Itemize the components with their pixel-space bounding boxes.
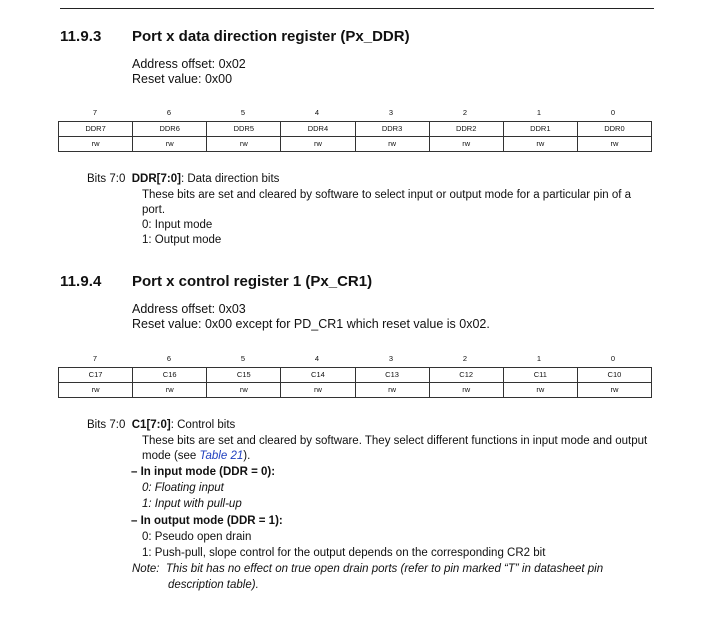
description-line: These bits are set and cleared by software to select input or output mode for a particular pin of a	[142, 189, 632, 201]
access-cell: rw	[281, 383, 355, 398]
access-cell: rw	[59, 137, 133, 152]
bit-number-row	[58, 108, 652, 120]
access-cell: rw	[207, 383, 281, 398]
bits-title: : Control bits	[170, 419, 236, 431]
bit-number: 3	[388, 354, 394, 363]
table-21-link[interactable]: Table 21	[199, 450, 244, 462]
note-continuation: description table).	[168, 579, 259, 591]
access-cell: rw	[503, 383, 577, 398]
bit-number: 7	[92, 108, 98, 117]
field-row	[59, 368, 652, 383]
output-mode-option: 1: Push-pull, slope control for the output depends on the corresponding CR2 bit	[142, 547, 546, 559]
bit-number: 2	[462, 354, 468, 363]
bits-name: DDR[7:0]	[131, 173, 181, 185]
access-cell: rw	[355, 383, 429, 398]
line-text: ).	[243, 450, 251, 462]
reset-value: Reset value: 0x00	[132, 72, 233, 86]
line-text: mode (see	[142, 450, 200, 462]
description-line	[142, 449, 250, 465]
output-mode-heading: – In output mode (DDR = 1):	[131, 515, 283, 527]
access-cell: rw	[429, 383, 503, 398]
bit-number: 5	[240, 108, 246, 117]
access-row	[59, 383, 652, 398]
access-cell: rw	[133, 383, 207, 398]
access-cell: rw	[207, 137, 281, 152]
section-number: 11.9.3	[60, 28, 102, 45]
field-cell: DDR0	[577, 122, 651, 137]
register-table-cr1	[58, 367, 652, 398]
bits-label: Bits 7:0	[87, 419, 126, 431]
note-text: This bit has no effect on true open drain ports (refer to pin marked “T” in datasheet pin	[165, 563, 604, 575]
bits-label: Bits 7:0	[87, 173, 126, 185]
access-cell: rw	[281, 137, 355, 152]
bit-number: 7	[92, 354, 98, 363]
address-offset: Address offset: 0x03	[132, 302, 246, 316]
bits-description-header	[87, 418, 235, 434]
section-title: Port x control register 1 (Px_CR1)	[132, 273, 373, 290]
field-cell: DDR4	[281, 122, 355, 137]
input-mode-heading: – In input mode (DDR = 0):	[131, 466, 276, 478]
access-cell: rw	[429, 137, 503, 152]
field-cell: C16	[133, 368, 207, 383]
bit-number-row	[58, 354, 652, 366]
bit-number: 2	[462, 108, 468, 117]
bit-number: 1	[536, 108, 542, 117]
access-cell: rw	[503, 137, 577, 152]
field-cell: C15	[207, 368, 281, 383]
reset-value: Reset value: 0x00 except for PD_CR1 which reset value is 0x02.	[132, 317, 490, 331]
input-mode-option: 0: Floating input	[142, 482, 224, 494]
bits-name: C1[7:0]	[131, 419, 171, 431]
field-cell: C10	[577, 368, 651, 383]
field-cell: DDR7	[59, 122, 133, 137]
bit-number: 6	[166, 108, 172, 117]
field-cell: DDR1	[503, 122, 577, 137]
field-cell: C12	[429, 368, 503, 383]
description-line: port.	[142, 204, 166, 216]
note	[132, 562, 603, 578]
access-cell: rw	[577, 137, 651, 152]
field-cell: DDR6	[133, 122, 207, 137]
bit-number: 4	[314, 354, 320, 363]
bit-number: 1	[536, 354, 542, 363]
address-offset: Address offset: 0x02	[132, 57, 246, 71]
field-cell: C13	[355, 368, 429, 383]
field-cell: C11	[503, 368, 577, 383]
bits-description-header	[87, 172, 279, 188]
register-table-ddr	[58, 121, 652, 152]
field-cell: DDR3	[355, 122, 429, 137]
access-row	[59, 137, 652, 152]
bit-number: 5	[240, 354, 246, 363]
bit-number: 4	[314, 108, 320, 117]
section-title: Port x data direction register (Px_DDR)	[132, 28, 410, 45]
field-cell: C14	[281, 368, 355, 383]
bit-number: 3	[388, 108, 394, 117]
bits-title: : Data direction bits	[180, 173, 280, 185]
access-cell: rw	[133, 137, 207, 152]
access-cell: rw	[59, 383, 133, 398]
field-row	[59, 122, 652, 137]
output-mode-option: 0: Pseudo open drain	[142, 531, 252, 543]
field-cell: DDR2	[429, 122, 503, 137]
access-cell: rw	[577, 383, 651, 398]
note-label: Note:	[132, 563, 160, 575]
bit-number: 0	[610, 354, 616, 363]
description-line: 1: Output mode	[142, 234, 222, 246]
bit-number: 6	[166, 354, 172, 363]
description-line: 0: Input mode	[142, 219, 213, 231]
field-cell: DDR5	[207, 122, 281, 137]
description-line: These bits are set and cleared by software. They select different functions in input mode and output	[142, 435, 648, 447]
page-header-rule	[60, 8, 654, 9]
bit-number: 0	[610, 108, 616, 117]
section-number: 11.9.4	[60, 273, 102, 290]
input-mode-option: 1: Input with pull-up	[142, 498, 242, 510]
field-cell: C17	[59, 368, 133, 383]
access-cell: rw	[355, 137, 429, 152]
